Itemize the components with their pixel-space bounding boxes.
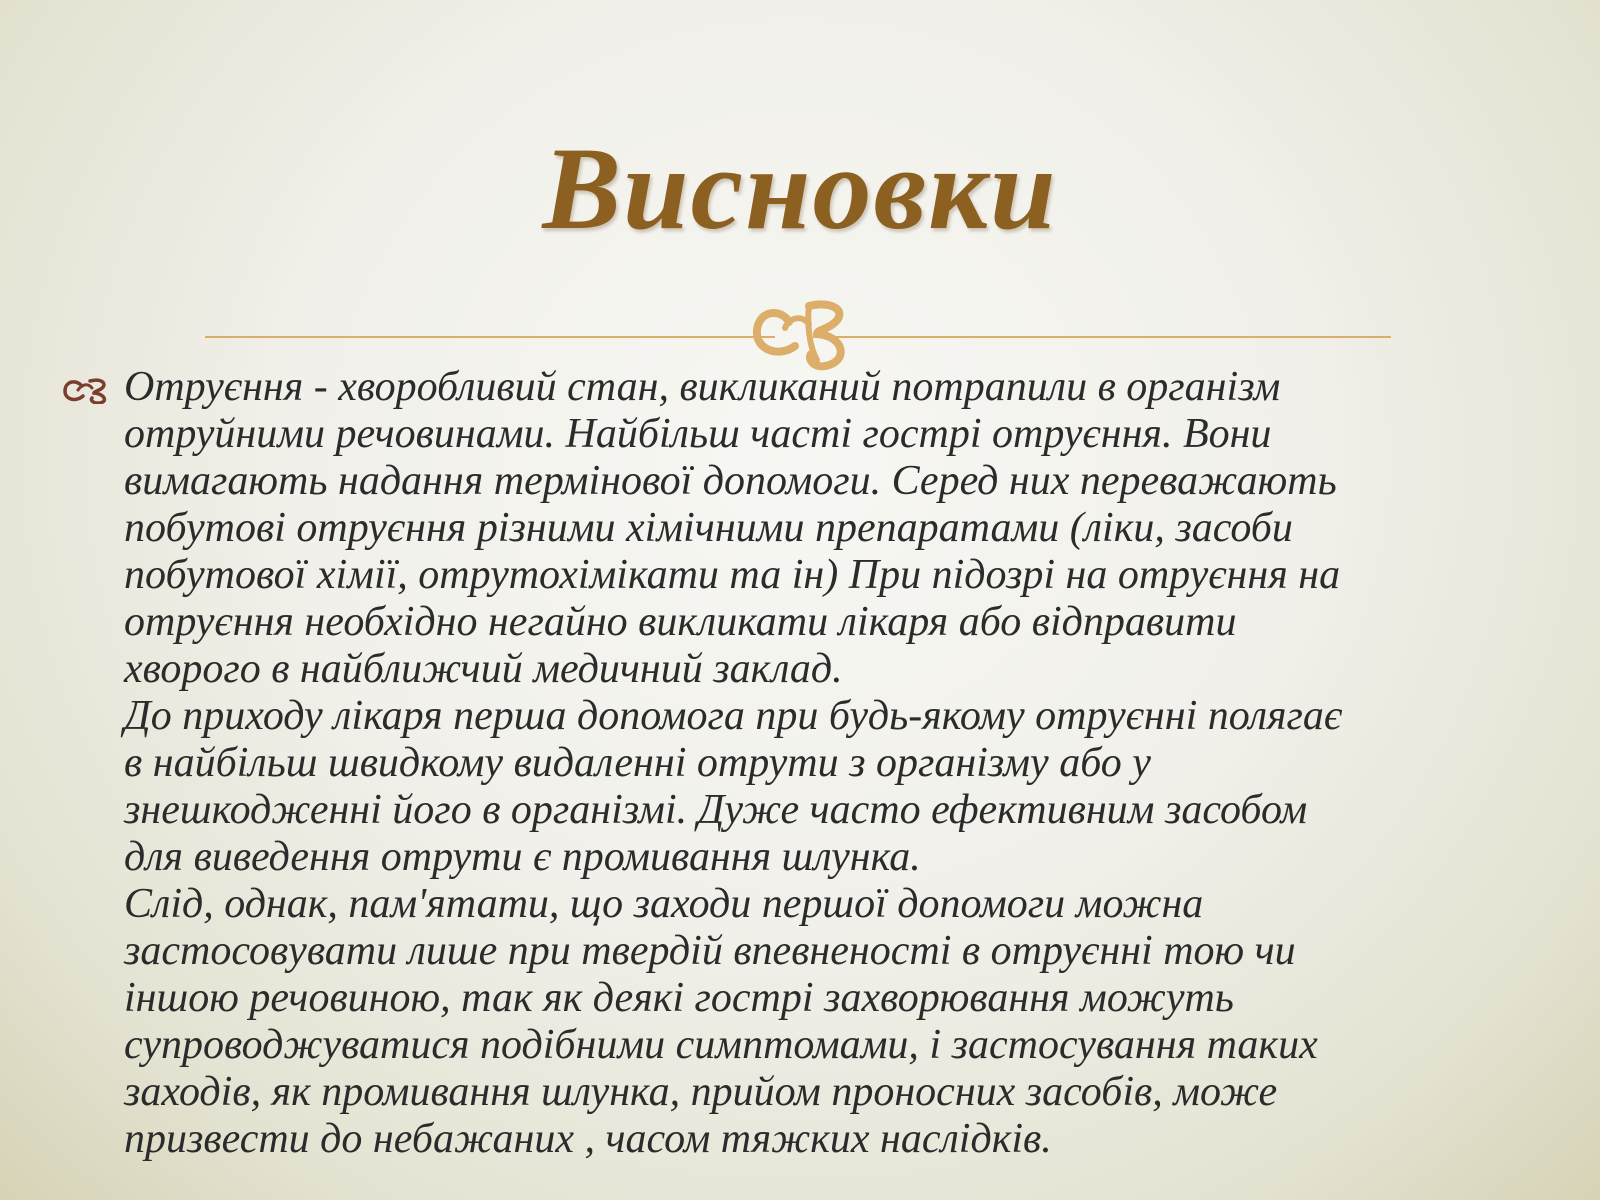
slide-title: Висновки [542, 123, 1058, 254]
divider-line-left [205, 336, 775, 338]
paragraph-warning: Слід, однак, пам'ятати, що заходи першої допомоги можна застосовувати лише при твердій впевненості в отруєнні тою чи іншою речовиною, так як деякі гострі захворювання можуть супроводжуватися подібними симптомами, і застосування таких заходів, як промивання шлунка, прийом проносних засобів, може призвести до небажаних , часом тяжких наслідків. [124, 881, 1318, 1162]
bullet-item [60, 364, 1560, 1163]
paragraph-poisoning-definition: Отруєння - хворобливий стан, викликаний потрапили в організм отруйними речовинами. Найбільш часті гострі отруєння. Вони вимагають надання термінової допомоги. Серед них переважають побутові отруєння різними хімічними препаратами (ліки, засоби побутової хімії, отрутохімікати та ін) При підозрі на отруєння на отруєння необхідно негайно викликати лікаря або відправити хворого в найближчий медичний заклад. [124, 364, 1341, 692]
swirl-bullet-icon [62, 378, 110, 404]
paragraph-first-aid: До приходу лікаря перша допомога при будь-якому отруєнні полягає в найбільш швидкому видаленні отрути з організму або у знешкодженні його в організмі. Дуже часто ефективним засобом для виведення отрути є промивання шлунка. [124, 693, 1343, 880]
body-content [60, 364, 1560, 1163]
divider-line-right [825, 336, 1391, 338]
swirl-ornament-icon [745, 296, 857, 372]
